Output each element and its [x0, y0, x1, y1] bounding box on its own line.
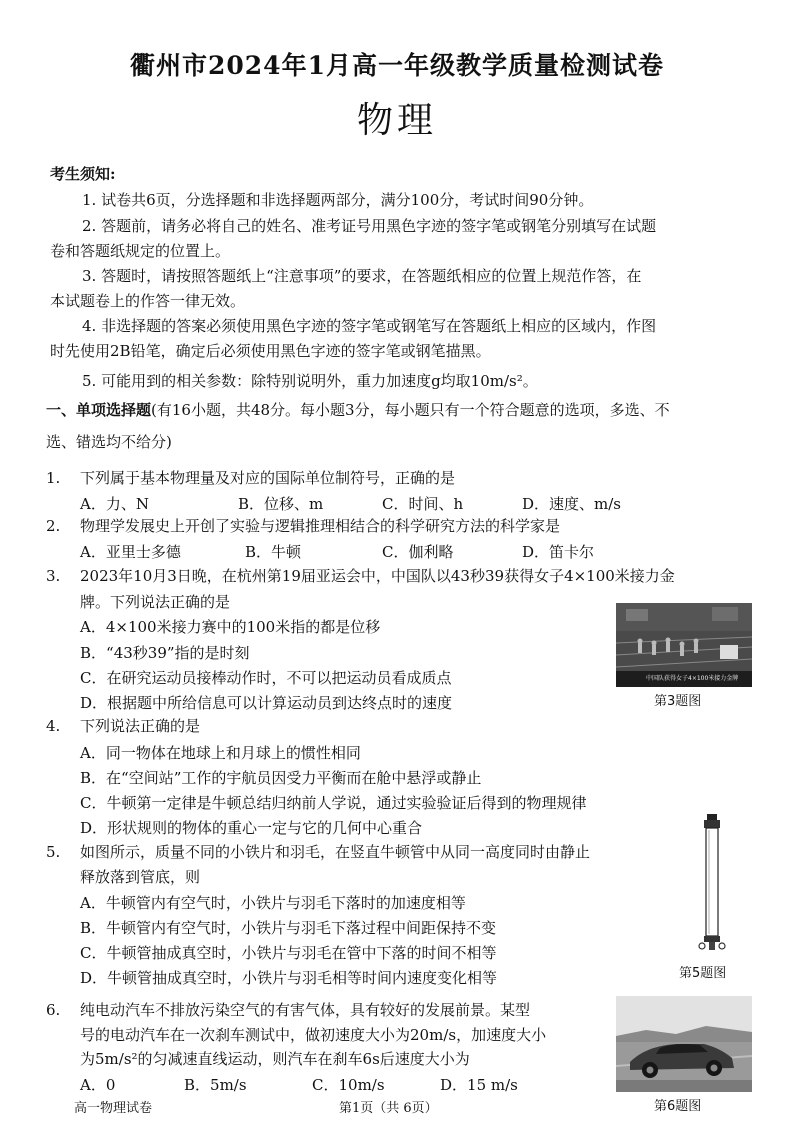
q6-option-b: B．5m/s	[184, 1076, 247, 1094]
q2-stem: 物理学发展史上开创了实验与逻辑推理相结合的科学研究方法的科学家是	[80, 517, 561, 535]
q1-stem: 下列属于基本物理量及对应的国际单位制符号，正确的是	[80, 469, 456, 487]
page-number: 第1页（共 6页）	[339, 1101, 438, 1116]
q6-figure-caption: 第6题图	[654, 1099, 702, 1114]
q4-option-b: B．在“空间站”工作的宇航员因受力平衡而在舱中悬浮或静止	[80, 769, 482, 787]
notice-item: 2. 答题前，请务必将自己的姓名、准考证号用黑色字迹的签字笔或钢笔分别填写在试题	[82, 217, 657, 235]
q5-option-d: D．牛顿管抽成真空时，小铁片与羽毛相等时间内速度变化相等	[80, 969, 498, 987]
footer-left: 高一物理试卷	[74, 1101, 153, 1116]
q1-option-a: A．力、N	[80, 495, 149, 513]
photo-banner: 中国队获得女子4×100米接力金牌	[646, 675, 739, 682]
q3-option-c: C．在研究运动员接棒动作时，不可以把运动员看成质点	[80, 669, 452, 687]
section-title: 一、单项选择题	[46, 401, 152, 419]
q6-stem-3: 为5m/s²的匀减速直线运动，则汽车在刹车6s后速度大小为	[80, 1050, 470, 1068]
subject-title: 物理	[356, 100, 437, 141]
q3-stem-2: 牌。下列说法正确的是	[80, 593, 231, 611]
q5-option-c: C．牛顿管抽成真空时，小铁片与羽毛在管中下落的时间不相等	[80, 944, 497, 962]
q3-option-d: D．根据题中所给信息可以计算运动员到达终点时的速度	[80, 694, 453, 712]
q2-option-c: C．伽利略	[382, 543, 454, 561]
q1-option-b: B．位移、m	[238, 495, 324, 513]
q3-stem: 2023年10月3日晚，在杭州第19届亚运会中，中国队以43秒39获得女子4×100米接力金	[80, 567, 675, 585]
q6-stem-2: 号的电动汽车在一次刹车测试中，做初速度大小为20m/s，加速度大小	[80, 1026, 547, 1044]
notice-item: 本试题卷上的作答一律无效。	[50, 292, 246, 310]
q3-option-b: B．“43秒39”指的是时刻	[80, 644, 250, 662]
q6-number: 6.	[46, 1001, 61, 1019]
q3-figure-caption: 第3题图	[654, 694, 702, 709]
notice-item: 1. 试卷共6页，分选择题和非选择题两部分，满分100分，考试时间90分钟。	[82, 191, 594, 209]
q4-option-c: C．牛顿第一定律是牛顿总结归纳前人学说，通过实验验证后得到的物理规律	[80, 794, 587, 812]
section-desc: (有16小题，共48分。每小题3分，每小题只有一个符合题意的选项，多选、不	[151, 401, 670, 419]
q2-number: 2.	[46, 517, 61, 535]
q1-option-c: C．时间、h	[382, 495, 464, 513]
notice-item: 5. 可能用到的相关参数：除特别说明外，重力加速度g均取10m/s²。	[82, 372, 538, 390]
q6-option-a: A．0	[80, 1076, 116, 1094]
electric-car-photo	[616, 996, 752, 1092]
q5-stem: 如图所示，质量不同的小铁片和羽毛，在竖直牛顿管中从同一高度同时由静止	[80, 843, 591, 861]
q5-number: 5.	[46, 843, 61, 861]
q5-figure-caption: 第5题图	[679, 966, 727, 981]
newton-tube-figure	[694, 814, 730, 954]
notice-item: 4. 非选择题的答案必须使用黑色字迹的签字笔或钢笔写在答题纸上相应的区域内，作图	[82, 317, 657, 335]
notice-item: 3. 答题时，请按照答题纸上“注意事项”的要求，在答题纸相应的位置上规范作答，在	[82, 267, 642, 285]
q4-option-a: A．同一物体在地球上和月球上的惯性相同	[80, 744, 361, 762]
q6-option-c: C．10m/s	[312, 1076, 385, 1094]
notice-item: 时先使用2B铅笔，确定后必须使用黑色字迹的签字笔或钢笔描黑。	[50, 342, 491, 360]
section-heading-line	[46, 400, 670, 421]
q6-option-d: D．15 m/s	[440, 1076, 518, 1094]
q5-stem-2: 释放落到管底，则	[80, 868, 201, 886]
q2-option-b: B．牛顿	[245, 543, 302, 561]
q4-option-d: D．形状规则的物体的重心一定与它的几何中心重合	[80, 819, 423, 837]
q3-option-a: A．4×100米接力赛中的100米指的都是位移	[80, 618, 381, 636]
q3-number: 3.	[46, 567, 61, 585]
notice-heading: 考生须知:	[50, 165, 116, 183]
q6-stem: 纯电动汽车不排放污染空气的有害气体，具有较好的发展前景。某型	[80, 1001, 531, 1019]
q1-option-d: D．速度、m/s	[522, 495, 622, 513]
q5-option-b: B．牛顿管内有空气时，小铁片与羽毛下落过程中间距保持不变	[80, 919, 497, 937]
section-desc-2: 选、错选均不给分)	[46, 433, 172, 451]
q2-option-a: A．亚里士多德	[80, 543, 181, 561]
q2-option-d: D．笛卡尔	[522, 543, 595, 561]
exam-title: 衢州市2024年1月高一年级教学质量检测试卷	[130, 51, 664, 80]
q1-number: 1.	[46, 469, 61, 487]
notice-item: 卷和答题纸规定的位置上。	[50, 242, 231, 260]
q4-number: 4.	[46, 717, 61, 735]
q4-stem: 下列说法正确的是	[80, 717, 201, 735]
relay-race-photo	[616, 603, 752, 687]
q5-option-a: A．牛顿管内有空气时，小铁片与羽毛下落时的加速度相等	[80, 894, 466, 912]
